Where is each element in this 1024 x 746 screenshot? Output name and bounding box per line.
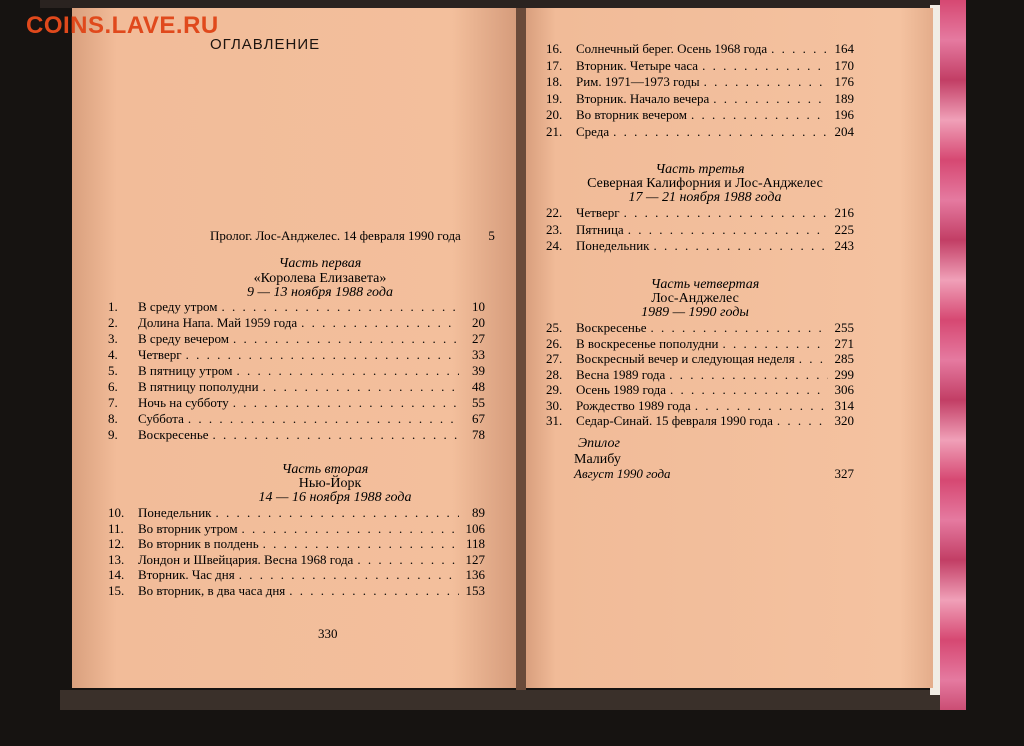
entry-title: Лондон и Швейцария. Весна 1968 года [138, 551, 354, 567]
entry-page: 33 [472, 347, 485, 362]
entry-number: 15. [108, 583, 125, 598]
entry-number: 3. [108, 331, 118, 346]
toc-entry [108, 536, 485, 551]
entry-title: В воскресенье пополудни [576, 335, 719, 351]
toc-entry [108, 347, 485, 362]
entry-title: Четверг [576, 205, 620, 220]
entry-page: 78 [472, 427, 485, 442]
toc-entry [108, 395, 485, 410]
entry-number: 1. [108, 299, 118, 314]
toc-entry [546, 58, 854, 73]
entry-number: 8. [108, 411, 118, 426]
entry-number: 17. [546, 57, 563, 73]
entry-title: Рим. 1971—1973 годы [576, 74, 700, 89]
toc-entry [546, 41, 854, 56]
entry-page: 327 [834, 466, 854, 481]
leader-dots [695, 398, 828, 413]
epilogue-heading: Эпилог [578, 436, 620, 451]
entry-title: Во вторник в полдень [138, 536, 259, 552]
epilogue-place: Малибу [574, 452, 621, 467]
entry-title: Во вторник, в два часа дня [138, 583, 286, 598]
leader-dots [723, 336, 828, 351]
entry-number: 19. [546, 90, 563, 106]
entry-title: Пятница [576, 221, 624, 237]
entry-page: 176 [834, 74, 854, 89]
entry-page: 299 [834, 366, 854, 382]
page-title: ОГЛАВЛЕНИЕ [210, 36, 321, 53]
entry-number: 6. [108, 379, 118, 394]
entry-page: 320 [834, 413, 854, 428]
toc-entry [108, 567, 485, 582]
entry-page: 48 [472, 379, 485, 394]
entry-page: 225 [834, 221, 854, 237]
toc-entry [546, 91, 854, 106]
leader-dots [651, 320, 828, 335]
entry-title: Воскресенье [576, 320, 647, 335]
part3-subtitle: Северная Калифорния и Лос-Анджелес [587, 176, 823, 191]
entry-number: 10. [108, 505, 125, 520]
entry-page: 285 [834, 351, 854, 366]
entry-page: 204 [834, 123, 854, 139]
toc-entry [108, 299, 485, 314]
leader-dots [233, 395, 459, 410]
toc-entry [546, 107, 854, 122]
leader-dots [186, 347, 459, 362]
entry-number: 27. [546, 351, 563, 366]
part1-subtitle: «Королева Елизавета» [253, 271, 387, 286]
entry-page: 127 [465, 551, 485, 567]
entry-page: 196 [834, 107, 854, 122]
entry-page: 136 [465, 567, 485, 583]
leader-dots [236, 363, 459, 378]
leader-dots [233, 331, 459, 346]
toc-entry [108, 505, 485, 520]
toc-entry [546, 205, 854, 220]
leader-dots [713, 91, 828, 106]
leader-dots [289, 583, 459, 598]
entry-number: 4. [108, 347, 118, 362]
entry-page: 55 [472, 395, 485, 410]
book-cover-edge [940, 0, 966, 710]
leader-dots [242, 521, 459, 536]
toc-entry [108, 583, 485, 598]
toc-entry [108, 521, 485, 536]
entry-number: 20. [546, 107, 563, 122]
entry-title: Воскресенье [138, 427, 209, 442]
part1-dates: 9 — 13 ноября 1988 года [247, 285, 393, 300]
entry-page: 170 [834, 57, 854, 73]
leader-dots [301, 315, 459, 330]
entry-page: 255 [834, 320, 854, 335]
prologue-entry [210, 228, 495, 243]
entry-number: 9. [108, 427, 118, 442]
entry-title: Воскресный вечер и следующая неделя [576, 351, 795, 366]
entry-page: 189 [834, 90, 854, 106]
toc-entry [546, 351, 854, 366]
part4-heading: Часть четвертая [650, 277, 760, 292]
book-gutter [516, 8, 526, 690]
toc-entry [546, 124, 854, 139]
toc-entry [546, 367, 854, 382]
entry-title: В пятницу утром [138, 363, 233, 378]
entry-title: Долина Напа. Май 1959 года [138, 315, 298, 330]
part2-heading: Часть вторая [281, 462, 369, 477]
entry-number: 22. [546, 205, 563, 220]
part2-subtitle: Нью-Йорк [298, 476, 362, 491]
entry-title: Рождество 1989 года [576, 397, 691, 413]
toc-entry [546, 222, 854, 237]
entry-number: 5. [108, 363, 118, 378]
entry-page: 164 [834, 41, 854, 56]
entry-title: Весна 1989 года [576, 366, 666, 382]
part3-dates: 17 — 21 ноября 1988 года [628, 190, 782, 205]
entry-number: 21. [546, 123, 563, 139]
book-cover-bottom [60, 690, 960, 710]
leader-dots [221, 299, 459, 314]
toc-entry [546, 398, 854, 413]
entry-title: Понедельник [138, 505, 212, 520]
entry-title: Вторник. Начало вечера [576, 90, 710, 106]
entry-title: Суббота [138, 411, 184, 426]
leader-dots [777, 413, 828, 428]
entry-title: Среда [576, 123, 610, 139]
leader-dots [239, 567, 459, 582]
toc-entry [108, 552, 485, 567]
entry-page: 306 [834, 382, 854, 397]
entry-title: Во вторник утром [138, 520, 238, 536]
entry-number: 7. [108, 395, 118, 410]
entry-title: В пятницу пополудни [138, 379, 259, 394]
toc-entry [546, 320, 854, 335]
leader-dots [702, 58, 828, 73]
toc-entry [546, 336, 854, 351]
entry-page: 314 [834, 397, 854, 413]
entry-title: Во вторник вечером [576, 107, 688, 122]
entry-number: 30. [546, 397, 563, 413]
leader-dots [799, 351, 828, 366]
entry-title: Пролог. Лос-Анджелес. 14 февраля 1990 года [210, 228, 461, 243]
book-cover-top [40, 0, 940, 8]
left-page-number: 330 [318, 626, 338, 641]
entry-number: 25. [546, 320, 563, 335]
entry-title: Вторник. Час дня [138, 567, 235, 583]
leader-dots [670, 382, 828, 397]
leader-dots [628, 222, 828, 237]
leader-dots [624, 205, 828, 220]
leader-dots [188, 411, 459, 426]
entry-title: Август 1990 года [574, 466, 671, 481]
toc-entry [546, 413, 854, 428]
leader-dots [669, 367, 828, 382]
entry-number: 14. [108, 567, 125, 583]
entry-title: Понедельник [576, 238, 650, 253]
toc-entry [546, 74, 854, 89]
part3-heading: Часть третья [655, 162, 745, 177]
entry-number: 11. [108, 520, 124, 536]
entry-title: Солнечный берег. Осень 1968 года [576, 41, 768, 56]
entry-title: Четверг [138, 347, 182, 362]
toc-entry [108, 363, 485, 378]
entry-number: 12. [108, 536, 125, 552]
entry-page: 5 [488, 228, 495, 243]
entry-number: 13. [108, 551, 125, 567]
entry-number: 26. [546, 335, 563, 351]
entry-title: Осень 1989 года [576, 382, 666, 397]
leader-dots [704, 74, 828, 89]
leader-dots [213, 427, 459, 442]
toc-entry [108, 315, 485, 330]
entry-number: 24. [546, 238, 563, 253]
entry-number: 2. [108, 315, 118, 330]
leader-dots [263, 536, 459, 551]
entry-page: 27 [472, 331, 485, 346]
leader-dots [691, 107, 828, 122]
entry-page: 153 [465, 583, 485, 598]
leader-dots [771, 41, 828, 56]
part2-dates: 14 — 16 ноября 1988 года [258, 490, 412, 505]
entry-page: 67 [472, 411, 485, 426]
part1-heading: Часть первая [278, 256, 362, 271]
entry-page: 10 [472, 299, 485, 314]
part4-dates: 1989 — 1990 годы [641, 305, 749, 320]
entry-page: 243 [834, 238, 854, 253]
toc-entry [108, 411, 485, 426]
entry-title: В среду вечером [138, 331, 229, 346]
entry-number: 31. [546, 413, 563, 428]
toc-entry [546, 238, 854, 253]
entry-number: 16. [546, 41, 563, 56]
epilogue-entry [574, 466, 854, 481]
entry-page: 39 [472, 363, 485, 378]
part4-subtitle: Лос-Анджелес [651, 291, 739, 306]
watermark: COINS.LAVE.RU [26, 12, 219, 39]
entry-number: 28. [546, 366, 563, 382]
entry-title: Седар-Синай. 15 февраля 1990 года [576, 413, 773, 428]
entry-page: 216 [834, 205, 854, 220]
leader-dots [215, 505, 459, 520]
leader-dots [357, 552, 459, 567]
toc-entry [546, 382, 854, 397]
entry-number: 29. [546, 382, 563, 397]
toc-entry [108, 331, 485, 346]
leader-dots [263, 379, 459, 394]
leader-dots [653, 238, 828, 253]
entry-title: Вторник. Четыре часа [576, 57, 699, 73]
entry-title: В среду утром [138, 299, 218, 314]
entry-page: 106 [465, 520, 485, 536]
toc-entry [108, 379, 485, 394]
entry-page: 118 [465, 536, 485, 552]
entry-number: 18. [546, 74, 563, 89]
entry-number: 23. [546, 221, 563, 237]
leader-dots [613, 124, 828, 139]
entry-page: 89 [472, 505, 485, 520]
entry-page: 20 [472, 315, 485, 330]
entry-page: 271 [834, 335, 854, 351]
entry-title: Ночь на субботу [138, 395, 229, 410]
toc-entry [108, 427, 485, 442]
